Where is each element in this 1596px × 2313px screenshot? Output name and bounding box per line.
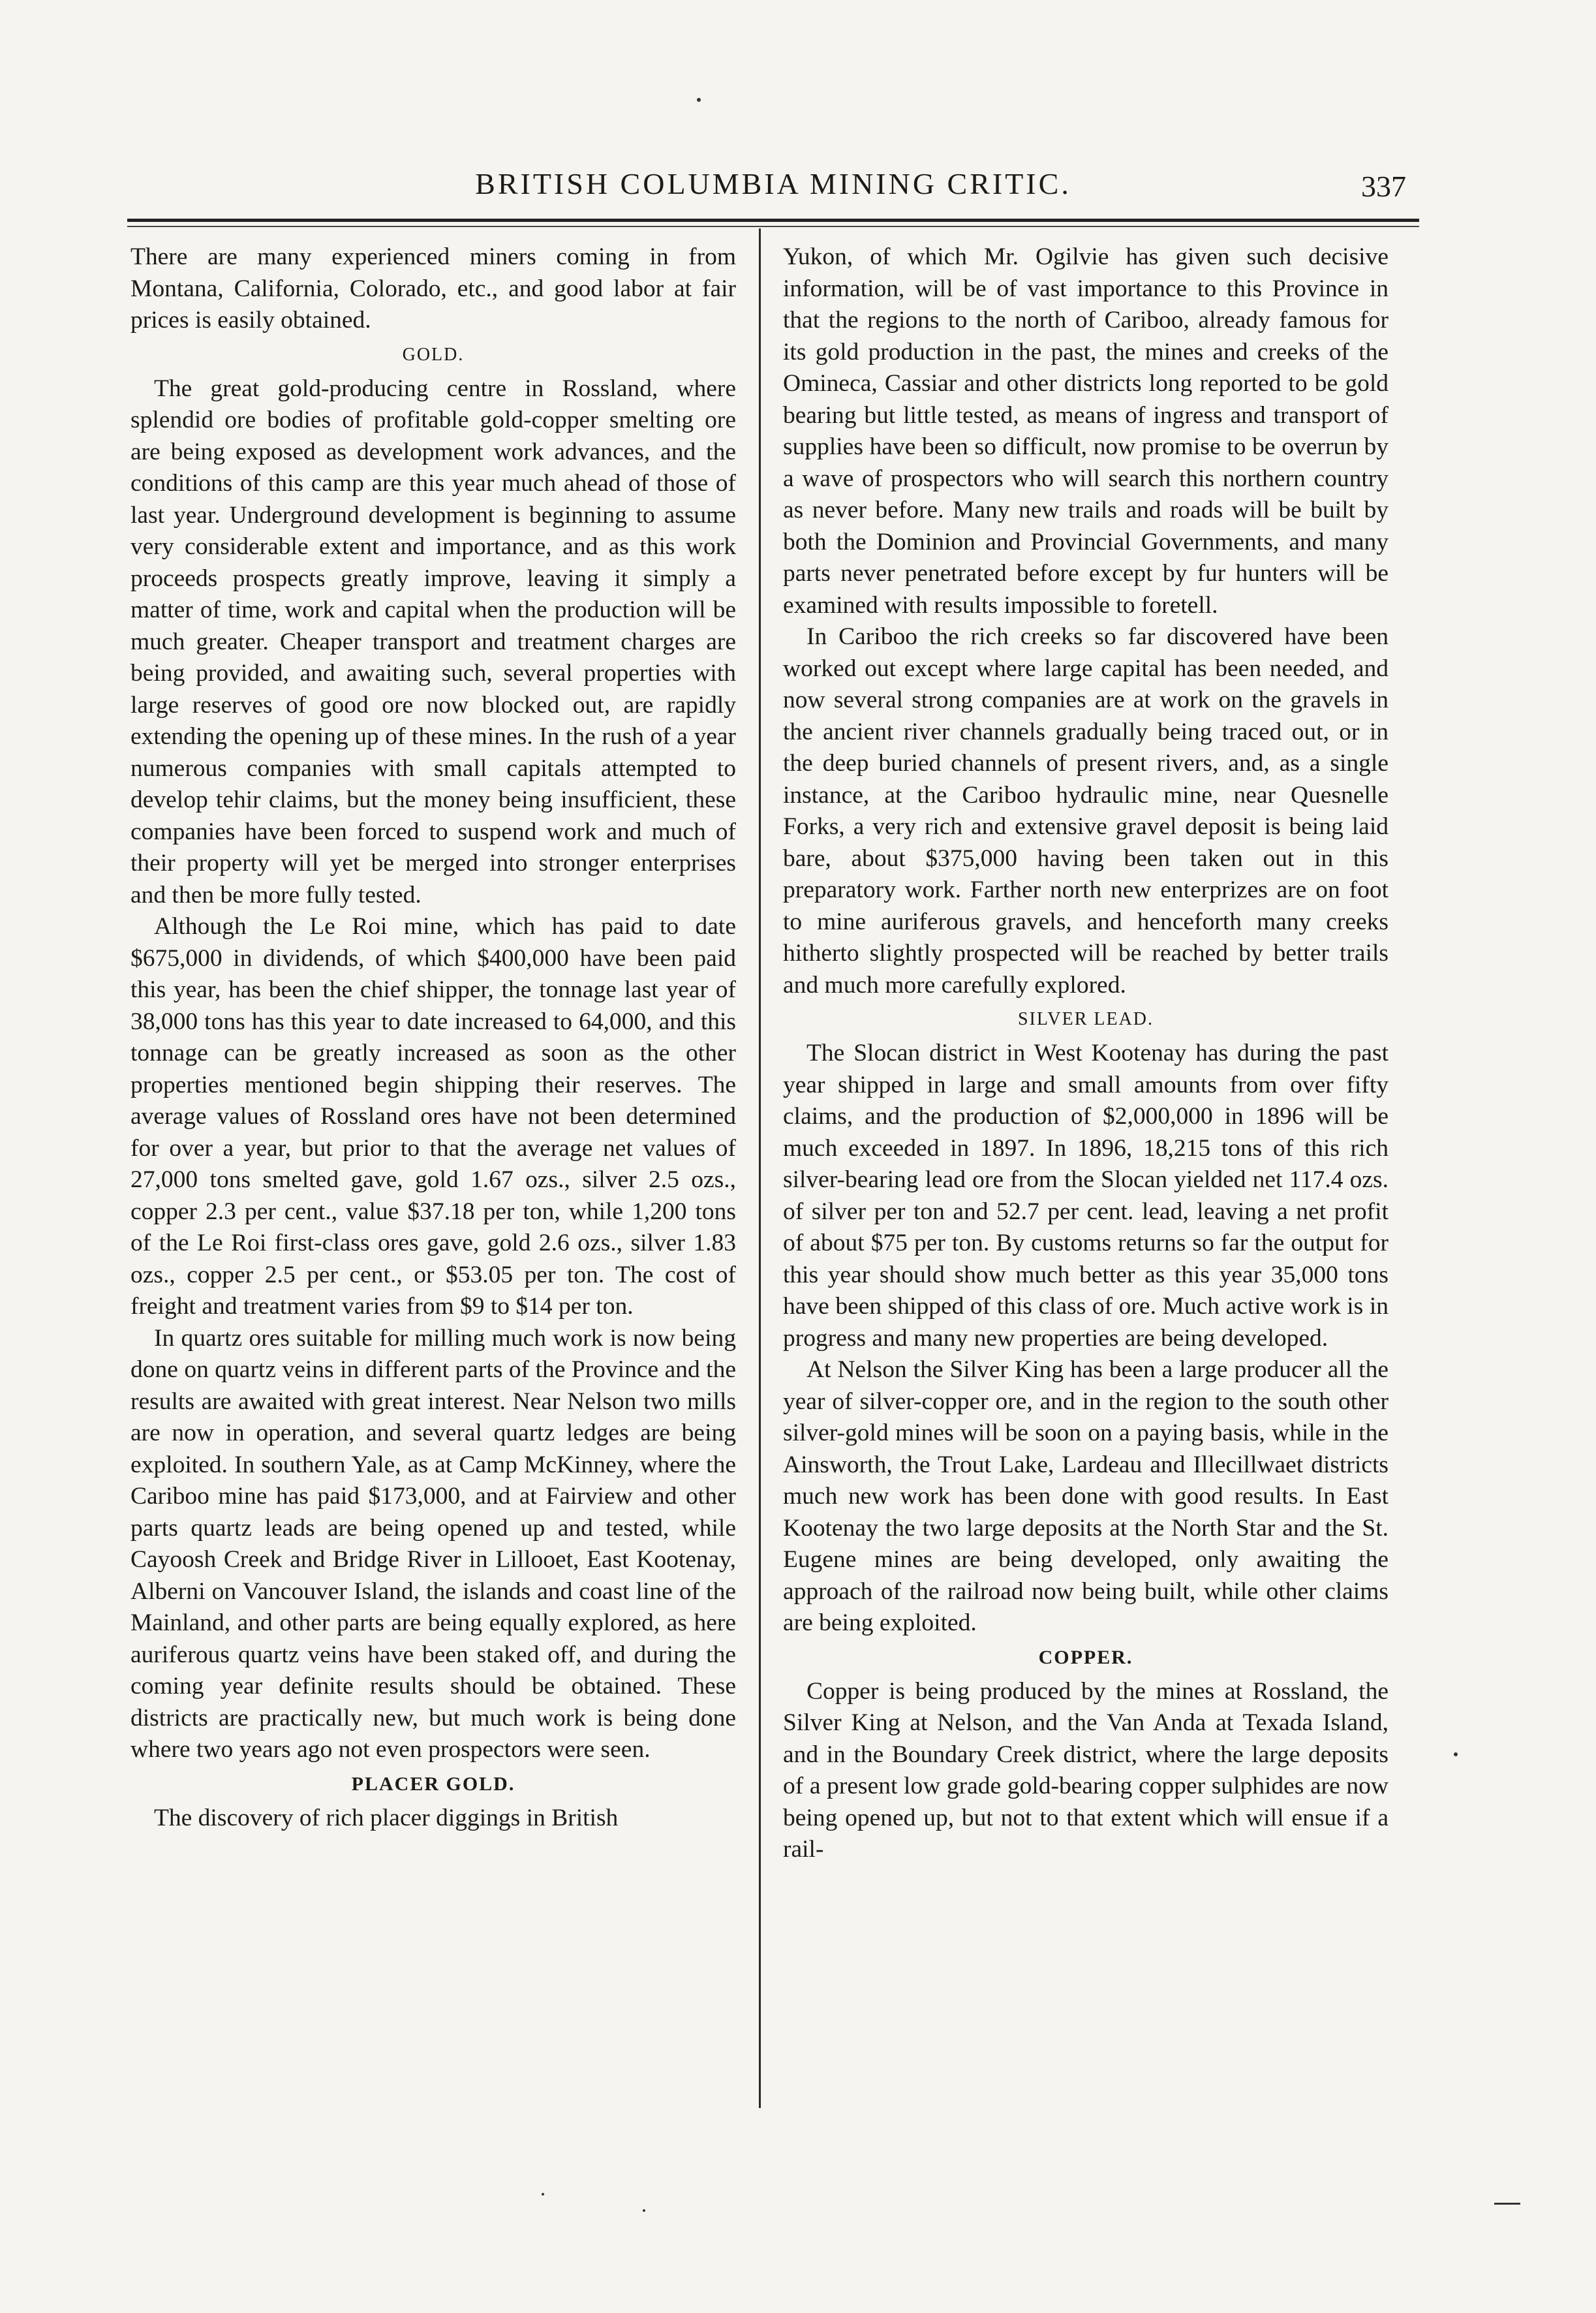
paragraph: There are many experienced miners coming in from Montana, California, Colorado, etc., and good labor at fair prices is easily obtained. <box>130 243 736 334</box>
print-speck <box>542 2193 544 2196</box>
column-divider <box>759 228 761 2108</box>
left-column <box>130 241 736 1834</box>
header-rule <box>127 219 1419 222</box>
section-heading-gold: GOLD. <box>402 344 465 365</box>
print-speck <box>643 2209 645 2212</box>
section-heading-placer-gold: PLACER GOLD. <box>351 1773 515 1795</box>
running-title: BRITISH COLUMBIA MINING CRITIC. <box>475 167 1071 200</box>
paragraph: The Slocan district in West Kootenay has during the past year shipped in large and small amounts from over fifty claims, and the production of $2,000,000 in 1896 will be much exceeded in 1897. In 1896, 18,215 tons of this rich silver-bearing lead ore from the Slocan yielded net 117.4 ozs. of silver per ton and 52.7 per cent. lead, leaving a net profit of about $75 per ton. By customs returns so far the output for this year should show much better as this year 35,000 tons have been shipped of this class of ore. Much active work is in progress and many new properties are being developed. <box>783 1040 1389 1352</box>
print-speck <box>1454 1752 1458 1756</box>
paragraph: Yukon, of which Mr. Ogilvie has given such decisive information, will be of vast importance to this Province in that the regions to the north of Cariboo, already famous for its gold production in the past, the mines and creeks of the Omineca, Cassiar and other districts long reported to be gold bearing but little tested, as means of ingress and transport of supplies have been so difficult, now promise to be overrun by a wave of prospectors who will search this northern country as never before. Many new trails and roads will be built by both the Dominion and Provincial Governments, and many parts never penetrated before except by fur hunters will be examined with results impossible to foretell. <box>783 243 1389 619</box>
paragraph: Copper is being produced by the mines at Rossland, the Silver King at Nelson, and the Van Anda at Texada Island, and in the Boundary Creek district, where the large deposits of a present low grade gold-bearing copper sulphides are now being opened up, but not to that extent which will ensue if a rail- <box>783 1677 1389 1863</box>
page-number: 337 <box>1361 170 1406 203</box>
header-rule-thin <box>127 226 1419 227</box>
print-speck <box>697 98 701 102</box>
paragraph: At Nelson the Silver King has been a large producer all the year of silver-copper ore, and in the region to the south other silver-gold mines will be soon on a paying basis, while in the Ainsworth, the Trout Lake, Lardeau and Illecillwaet districts much new work has been done with good results. In East Kootenay the two large deposits at the North Star and the St. Eugene mines are being developed, only awaiting the approach of the railroad now being built, while other claims are being exploited. <box>783 1356 1389 1636</box>
paragraph: The great gold-producing centre in Rossland, where splendid ore bodies of profitable gold-copper smelting ore are being exposed as development work advances, and the conditions of this camp are this year much ahead of those of last year. Underground development is beginning to assume very considerable extent and importance, and as this work proceeds prospects greatly improve, leaving it simply a matter of time, work and capital when the production will be much greater. Cheaper transport and treatment charges are being provided, and awaiting such, several properties with large reserves of good ore now blocked out, are rapidly extending the opening up of these mines. In the rush of a year numerous companies with small capitals attempted to develop tehir claims, but the money being insufficient, these companies have been forced to suspend work and much of their property will yet be merged into stronger enterprises and then be more fully tested. <box>130 375 736 908</box>
right-column <box>783 241 1389 1866</box>
paragraph: In Cariboo the rich creeks so far discovered have been worked out except where large capital has been needed, and now several strong companies are at work on the gravels in the ancient river channels gradually being traced out, or in the deep buried channels of present rivers, and, as a single instance, at the Cariboo hydraulic mine, near Quesnelle Forks, a very rich and extensive gravel deposit is being laid bare, about $375,000 having been taken out in this preparatory work. Farther north new enterprizes are on foot to mine auriferous gravels, and henceforth many creeks hitherto slightly prospected will be reached by better trails and much more carefully explored. <box>783 623 1389 999</box>
page-header <box>127 166 1419 212</box>
paragraph: The discovery of rich placer diggings in British <box>154 1804 619 1831</box>
section-heading-silver-lead: SILVER LEAD. <box>1017 1009 1154 1029</box>
print-mark <box>1494 2203 1520 2205</box>
section-heading-copper: COPPER. <box>1038 1646 1133 1668</box>
paragraph: Although the Le Roi mine, which has paid to date $675,000 in dividends, of which $400,000 have been paid this year, has been the chief shipper, the tonnage last year of 38,000 tons has this year to date increased to 64,000, and this tonnage can be greatly increased as soon as the other properties mentioned begin shipping their reserves. The average values of Rossland ores have not been determined for over a year, but prior to that the average net values of 27,000 tons smelted gave, gold 1.67 ozs., silver 2.5 ozs., copper 2.3 per cent., value $37.18 per ton, while 1,200 tons of the Le Roi first-class ores gave, gold 2.6 ozs., silver 1.83 ozs., copper 2.5 per cent., or $53.05 per ton. The cost of freight and treatment varies from $9 to $14 per ton. <box>130 913 736 1320</box>
paragraph: In quartz ores suitable for milling much work is now being done on quartz veins in different parts of the Province and the results are awaited with great interest. Near Nelson two mills are now in operation, and several quartz ledges are being exploited. In southern Yale, as at Camp McKinney, where the Cariboo mine has paid $173,000, and at Fairview and other parts quartz leads are being opened up and tested, while Cayoosh Creek and Bridge River in Lillooet, East Kootenay, Alberni on Vancouver Island, the islands and coast line of the Mainland, and other parts are being equally explored, as here auriferous quartz veins have been staked off, and during the coming year definite results should be obtained. These districts are practically new, but much work is being done where two years ago not even prospectors were seen. <box>130 1324 736 1763</box>
